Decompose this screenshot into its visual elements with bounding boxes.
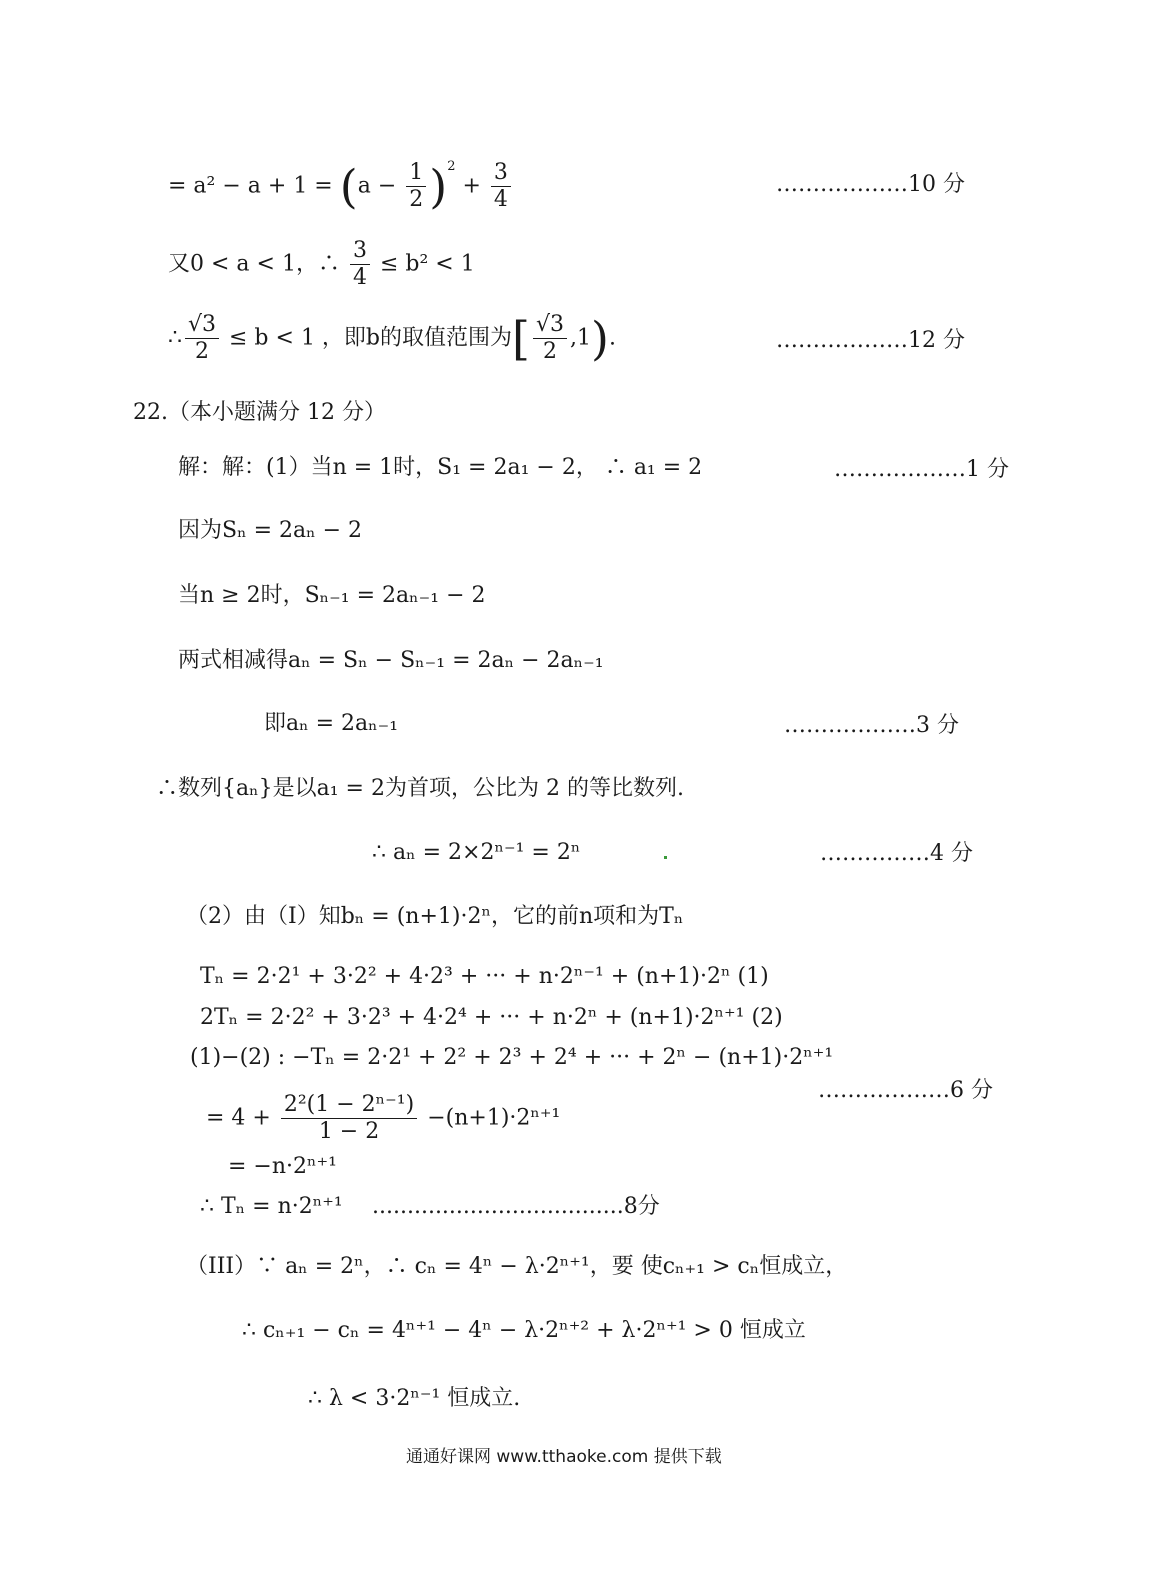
expr-text: ≤ b² < 1 [372,251,475,277]
expr-text: = 4 + [206,1105,278,1131]
solution-part-3-result: ∴ λ < 3·2ⁿ⁻¹ 恒成立. [308,1386,521,1411]
sum-eq-geometric [206,1092,560,1145]
score-1: ………………1 分 [834,457,1009,482]
line-range-b: ∴ $\frac{√3}{2}$ ≤ b < 1 ，即b的取值范围为[ $\frac{√3}{2}$ ,1). [168,311,616,366]
denominator: 2 [409,187,424,212]
fraction-sqrt3-half [185,312,219,365]
denominator: 2 [195,339,209,364]
sum-eq-2: 2Tₙ = 2·2² + 3·2³ + 4·2⁴ + ··· + n·2ⁿ + (n+1)·2ⁿ⁺¹ (2) [200,1005,783,1030]
fraction-three-quarters [491,160,511,213]
numerator: √3 [185,312,219,339]
sum-result: ∴ Tₙ = n·2ⁿ⁺¹ [200,1194,343,1219]
denominator: 4 [493,187,508,212]
line-completing-square [168,160,514,213]
bracket-open: [ [512,311,530,366]
solution-part-2: （2）由（Ⅰ）知bₙ = (n+1)·2ⁿ，它的前n项和为Tₙ [186,904,684,929]
numerator: √3 [533,312,567,339]
solution-step-6: ∴数列{aₙ}是以a₁ = 2为首项，公比为 2 的等比数列. [156,776,684,801]
denominator: 1 − 2 [318,1119,380,1144]
score-8: ....................................8分 [372,1194,660,1219]
numerator: 3 [350,238,370,265]
expr-text: a − [357,173,404,199]
numerator: 1 [406,160,426,187]
paren-close: ) [590,311,609,366]
score-3: ………………3 分 [784,713,959,738]
numerator: 2²(1 − 2ⁿ⁻¹) [281,1092,417,1119]
fraction-one-half [406,160,426,213]
footer-credit: 通通好课网 www.tthaoke.com 提供下载 [406,1447,722,1467]
exponent: 2 [447,159,456,175]
expr-text: + [462,173,488,199]
solution-step-4: 两式相减得aₙ = Sₙ − Sₙ₋₁ = 2aₙ − 2aₙ₋₁ [178,648,604,673]
expr-text: 又0 < a < 1，∴ [168,251,347,277]
line-range-b-squared [168,238,475,291]
solution-step-5: 即aₙ = 2aₙ₋₁ [264,711,399,736]
sum-eq-diff: (1)−(2) : −Tₙ = 2·2¹ + 2² + 2³ + 2⁴ + ··· + 2ⁿ − (n+1)·2ⁿ⁺¹ [190,1045,834,1070]
solution-step-1: 解：解：(1）当n = 1时，S₁ = 2a₁ − 2， ∴ a₁ = 2 [178,455,703,480]
paren-open: ( [339,159,358,214]
denominator: 4 [352,265,367,290]
fraction-sqrt3-half [533,312,567,365]
question-22-heading: 22.（本小题满分 12 分） [133,400,386,425]
solution-part-3: （III）∵ aₙ = 2ⁿ，∴ cₙ = 4ⁿ − λ·2ⁿ⁺¹，要 使cₙ₊₁ > cₙ恒成立， [186,1254,848,1279]
sum-eq-1: Tₙ = 2·2¹ + 3·2² + 4·2³ + ··· + n·2ⁿ⁻¹ + (n+1)·2ⁿ (1) [200,964,769,989]
fraction-three-quarters [350,238,370,291]
solution-step-2: 因为Sₙ = 2aₙ − 2 [178,518,363,543]
score-4: ……………4 分 [820,841,973,866]
expr-text: ∴ [168,325,182,351]
score-10: ………………10 分 [776,172,965,197]
score-12: ………………12 分 [776,328,965,353]
denominator: 2 [542,339,557,364]
expr-text: = a² − a + 1 = [168,173,340,199]
numerator: 3 [491,160,511,187]
stray-mark [664,856,667,859]
expr-text: −(n+1)·2ⁿ⁺¹ [420,1105,561,1131]
fraction-geometric-sum [281,1092,417,1145]
sum-eq-simplified: = −n·2ⁿ⁺¹ [228,1154,337,1179]
solution-step-3: 当n ≥ 2时，Sₙ₋₁ = 2aₙ₋₁ − 2 [178,583,486,608]
solution-step-7: ∴ aₙ = 2×2ⁿ⁻¹ = 2ⁿ [372,840,581,865]
expr-text: ,1 [569,325,591,351]
expr-text: ≤ b < 1 ，即b的取值范围为 [222,325,513,351]
solution-part-3-inequality: ∴ cₙ₊₁ − cₙ = 4ⁿ⁺¹ − 4ⁿ − λ·2ⁿ⁺² + λ·2ⁿ⁺¹ > 0 恒成立 [242,1318,806,1343]
paren-close: ) [429,159,448,214]
score-6: ………………6 分 [818,1078,993,1103]
